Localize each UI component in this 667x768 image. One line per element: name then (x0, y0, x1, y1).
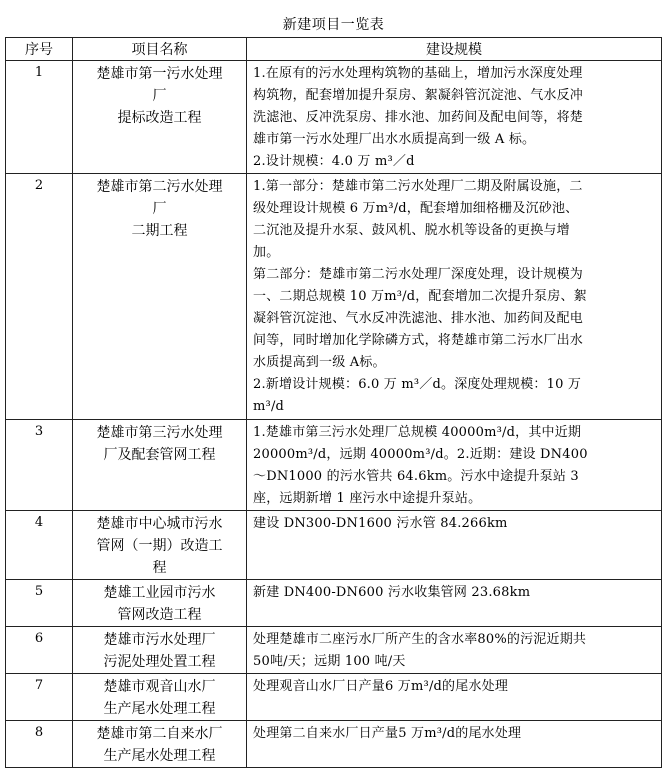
scope-line: 1.第一部分：楚雄市第二污水处理厂二期及附属设施，二 (253, 179, 583, 194)
scope-line: 1.在原有的污水处理构筑物的基础上，增加污水深度处理 (253, 66, 583, 81)
row-number: 7 (6, 674, 73, 721)
project-table (5, 37, 662, 768)
scope-line: 雄市第一污水处理厂出水水质提高到一级 A 标。 (253, 132, 536, 147)
scope-line: 处理观音山水厂日产量6 万m³/d的尾水处理 (253, 679, 509, 694)
project-name (73, 721, 247, 768)
table-row (6, 174, 662, 420)
table-title: 新建项目一览表 (282, 17, 385, 33)
construction-scope (247, 61, 662, 174)
construction-scope (247, 721, 662, 768)
project-name-line: 楚雄市污水处理厂 (103, 632, 216, 648)
project-name (73, 511, 247, 580)
row-number: 4 (6, 511, 73, 580)
row-number: 1 (6, 61, 73, 174)
project-name (73, 627, 247, 674)
header-name: 项目名称 (73, 38, 247, 61)
project-name-line: 生产尾水处理工程 (103, 748, 216, 764)
scope-line: 处理楚雄市二座污水厂所产生的含水率80%的污泥近期共 (253, 632, 587, 647)
header-row (6, 38, 662, 61)
row-number: 2 (6, 174, 73, 420)
project-name-line: 管网（一期）改造工 (96, 538, 223, 554)
row-number: 5 (6, 580, 73, 627)
scope-line: 一、二期总规模 10 万m³/d，配套增加二次提升泵房、絮 (253, 289, 587, 304)
project-name-line: 生产尾水处理工程 (103, 701, 216, 717)
project-name-line: 厂及配套管网工程 (103, 447, 216, 463)
scope-line: 二沉池及提升水泵、鼓风机、脱水机等设备的更换与增 (253, 223, 570, 238)
scope-line: 级处理设计规模 6 万m³/d，配套增加细格栅及沉砂池、 (253, 201, 579, 216)
scope-line: 第二部分：楚雄市第二污水处理厂深度处理，设计规模为 (253, 267, 584, 282)
table-row (6, 61, 662, 174)
scope-line: 间等，同时增加化学除磷方式，将楚雄市第二污水厂出水 (253, 333, 584, 348)
scope-line: 新建 DN400-DN600 污水收集管网 23.68km (253, 585, 531, 600)
construction-scope (247, 580, 662, 627)
project-name-line: 程 (152, 560, 167, 576)
table-row (6, 511, 662, 580)
table-row (6, 627, 662, 674)
construction-scope (247, 674, 662, 721)
scope-line: 洗滤池、反冲洗泵房、排水池、加药间及配电间等，将楚 (253, 110, 584, 125)
construction-scope (247, 420, 662, 511)
scope-line: 50吨/天；远期 100 吨/天 (253, 654, 406, 669)
project-name-line: 厂 (152, 201, 167, 217)
construction-scope (247, 174, 662, 420)
scope-line: 建设 DN300-DN1600 污水管 84.266km (253, 516, 508, 531)
scope-line: 2.新增设计规模：6.0 万 m³／d。深度处理规模：10 万 (253, 377, 582, 392)
scope-line: 20000m³/d，远期 40000m³/d。2.近期：建设 DN400 (253, 447, 588, 462)
project-name-line: 楚雄市第一污水处理 (96, 66, 223, 82)
table-row (6, 580, 662, 627)
project-name-line: 楚雄工业园市污水 (103, 585, 216, 601)
project-name-line: 管网改造工程 (117, 607, 202, 623)
construction-scope (247, 511, 662, 580)
scope-line: 处理第二自来水厂日产量5 万m³/d的尾水处理 (253, 726, 522, 741)
scope-line: 2.设计规模：4.0 万 m³／d (253, 154, 415, 169)
project-name-line: 二期工程 (131, 223, 188, 239)
project-name (73, 61, 247, 174)
table-row (6, 420, 662, 511)
project-name-line: 提标改造工程 (117, 110, 202, 126)
header-scope: 建设规模 (247, 38, 662, 61)
table-row (6, 674, 662, 721)
scope-line: 构筑物，配套增加提升泵房、絮凝斜管沉淀池、气水反冲 (253, 88, 584, 103)
project-name-line: 楚雄市中心城市污水 (96, 516, 223, 532)
scope-line: ～DN1000 的污水管共 64.6km。污水中途提升泵站 3 (253, 469, 579, 484)
project-name-line: 污泥处理处置工程 (103, 654, 216, 670)
row-number: 6 (6, 627, 73, 674)
project-name (73, 674, 247, 721)
table-row (6, 721, 662, 768)
project-name-line: 楚雄市第二污水处理 (96, 179, 223, 195)
row-number: 3 (6, 420, 73, 511)
project-name-line: 楚雄市观音山水厂 (103, 679, 216, 695)
scope-line: m³/d (253, 399, 285, 414)
project-name (73, 580, 247, 627)
scope-line: 水质提高到一级 A标。 (253, 355, 386, 370)
scope-line: 1.楚雄市第三污水处理厂总规模 40000m³/d，其中近期 (253, 425, 582, 440)
row-number: 8 (6, 721, 73, 768)
construction-scope (247, 627, 662, 674)
project-name-line: 楚雄市第二自来水厂 (96, 726, 223, 742)
scope-line: 凝斜管沉淀池、气水反冲洗滤池、排水池、加药间及配电 (253, 311, 584, 326)
project-name-line: 厂 (152, 88, 167, 104)
scope-line: 加。 (253, 245, 280, 260)
scope-line: 座，远期新增 1 座污水中途提升泵站。 (253, 491, 482, 506)
header-no: 序号 (6, 38, 73, 61)
project-name (73, 420, 247, 511)
project-name-line: 楚雄市第三污水处理 (96, 425, 223, 441)
project-name (73, 174, 247, 420)
